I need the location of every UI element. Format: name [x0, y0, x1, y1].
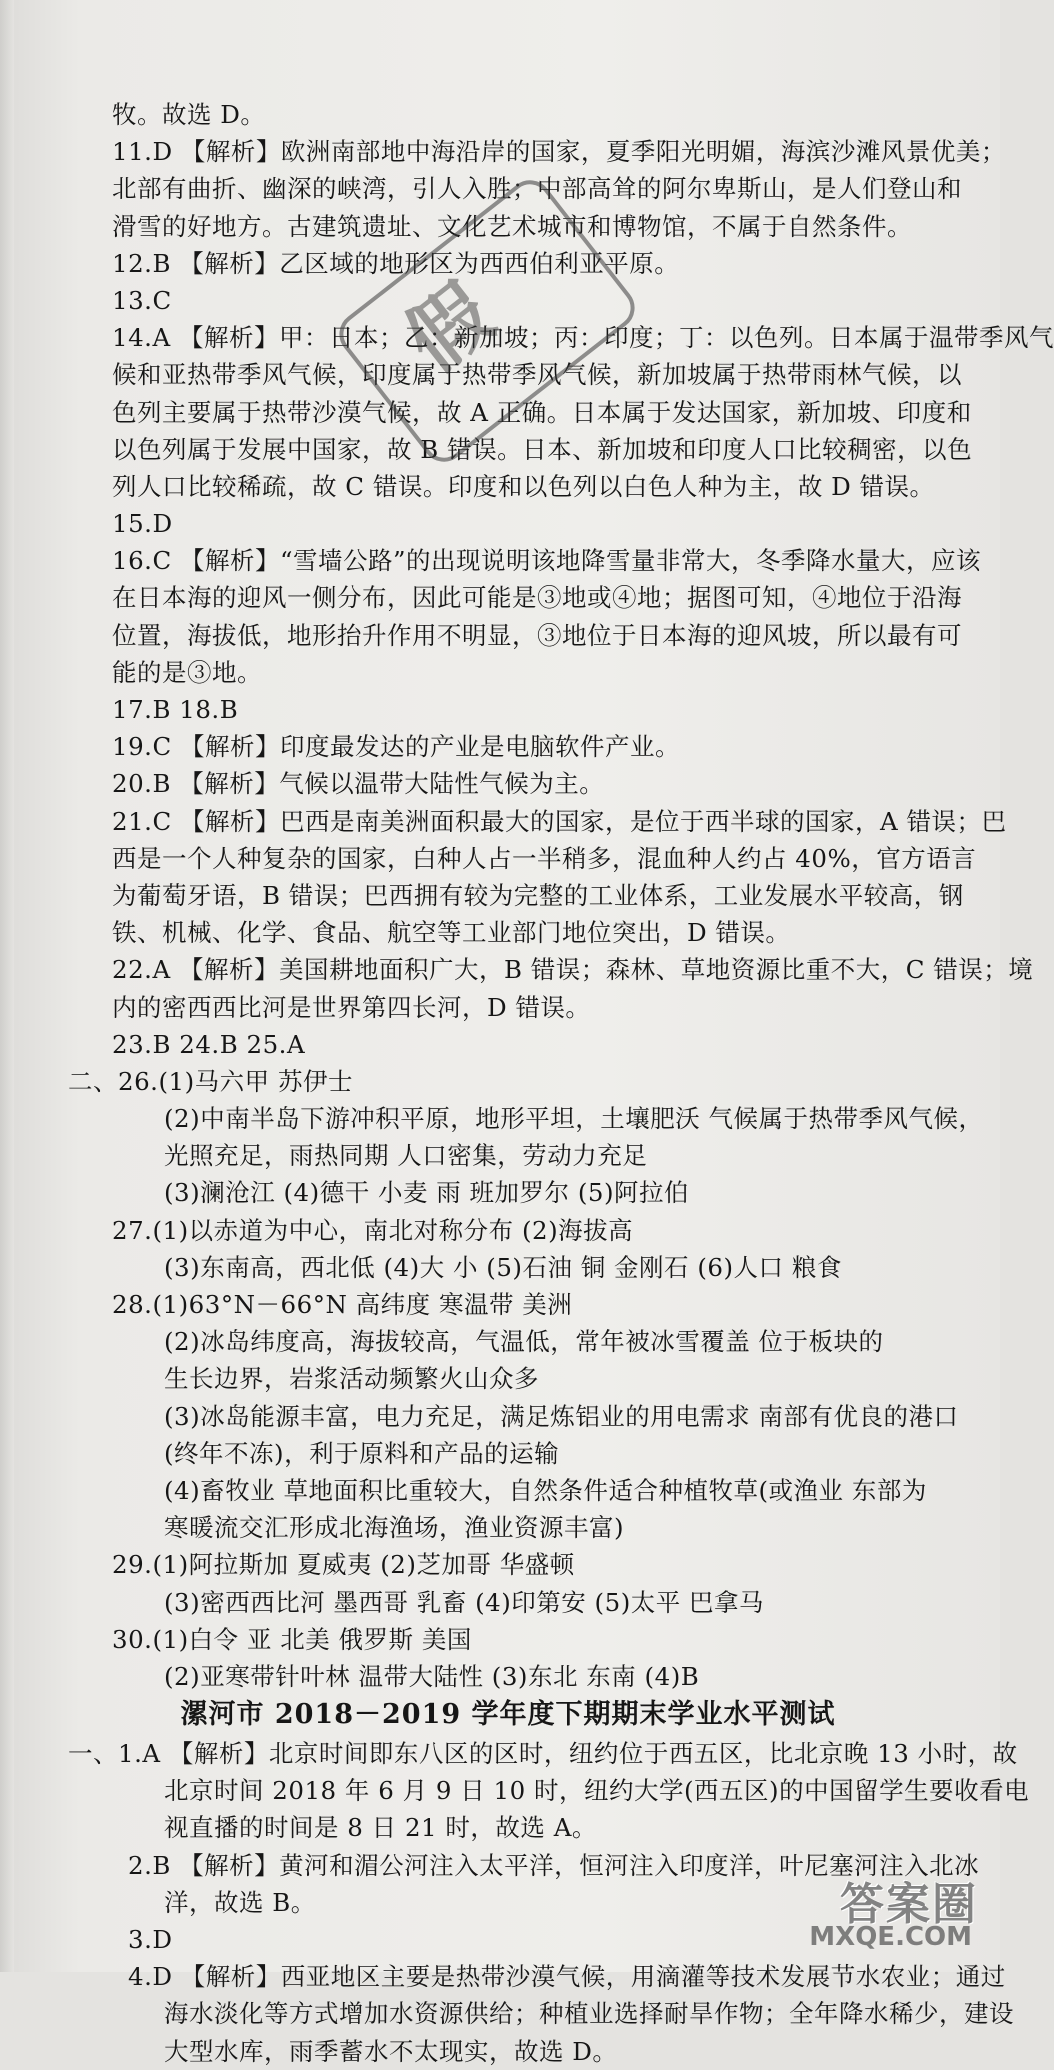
answer-line: 27.(1)以赤道为中心，南北对称分布 (2)海拔高 [112, 1215, 634, 1245]
answer-line: (3)东南高，西北低 (4)大 小 (5)石油 铜 金刚石 (6)人口 粮食 [164, 1252, 842, 1282]
answer-line: 23.B 24.B 25.A [112, 1029, 306, 1059]
answer-line: 15.D [112, 509, 173, 539]
answer-line: 候和亚热带季风气候，印度属于热带季风气候，新加坡属于热带雨林气候，以 [112, 360, 962, 390]
answer-line: (3)澜沧江 (4)德干 小麦 雨 班加罗尔 (5)阿拉伯 [164, 1178, 690, 1208]
answer-line: 14.A 【解析】甲：日本；乙：新加坡；丙：印度；丁：以色列。日本属于温带季风气 [112, 323, 1054, 353]
answer-line: 大型水库，雨季蓄水不太现实，故选 D。 [164, 2036, 618, 2066]
answer-line: 一、1.A 【解析】北京时间即东八区的区时，纽约位于西五区，比北京晚 13 小时，故 [68, 1739, 1018, 1769]
answer-line: 北京时间 2018 年 6 月 9 日 10 时，纽约大学(西五区)的中国留学生要收看电 [164, 1776, 1030, 1806]
answer-line: 22.A 【解析】美国耕地面积广大，B 错误；森林、草地资源比重不大，C 错误；境 [112, 955, 1034, 985]
answer-line: 铁、机械、化学、食品、航空等工业部门地位突出，D 错误。 [112, 918, 791, 948]
answer-line: (3)冰岛能源丰富，电力充足，满足炼铝业的用电需求 南部有优良的港口 [164, 1401, 959, 1431]
answer-line: (终年不冻)，利于原料和产品的运输 [164, 1438, 560, 1468]
answer-line: 11.D 【解析】欧洲南部地中海沿岸的国家，夏季阳光明媚，海滨沙滩风景优美； [112, 137, 1006, 167]
answer-line: 寒暖流交汇形成北海渔场，渔业资源丰富) [164, 1513, 625, 1543]
answer-line: 海水淡化等方式增加水资源供给；种植业选择耐旱作物；全年降水稀少，建设 [164, 1999, 1014, 2029]
answer-line: 能的是③地。 [112, 657, 262, 687]
answer-line: 28.(1)63°N－66°N 高纬度 寒温带 美洲 [112, 1290, 573, 1319]
answer-line: 西是一个人种复杂的国家，白种人占一半稍多，混血种人约占 40%，官方语言 [112, 843, 977, 873]
section-title: 漯河市 2018－2019 学年度下期期末学业水平测试 [180, 1699, 836, 1731]
page-spine-shadow [0, 0, 14, 1972]
answer-line: 生长边界，岩浆活动频繁火山众多 [164, 1364, 539, 1394]
answer-line: 29.(1)阿拉斯加 夏威夷 (2)芝加哥 华盛顿 [112, 1550, 575, 1580]
watermark [748, 1868, 978, 1958]
answer-line: 17.B 18.B [112, 695, 239, 724]
answer-line: 30.(1)白令 亚 北美 俄罗斯 美国 [112, 1624, 472, 1654]
answer-line: (2)亚寒带针叶林 温带大陆性 (3)东北 东南 (4)B [164, 1661, 700, 1691]
answer-line: 4.D 【解析】西亚地区主要是热带沙漠气候，用滴灌等技术发展节水农业；通过 [128, 1962, 1006, 1992]
answer-line: 19.C 【解析】印度最发达的产业是电脑软件产业。 [112, 732, 680, 762]
answer-line: 色列主要属于热带沙漠气候，故 A 正确。日本属于发达国家，新加坡、印度和 [112, 397, 972, 427]
answer-line: 12.B 【解析】乙区域的地形区为西西伯利亚平原。 [112, 248, 680, 278]
watermark-url: MXQE.COM [809, 1922, 972, 1952]
answer-line: 内的密西西比河是世界第四长河，D 错误。 [112, 992, 591, 1022]
answer-line: 为葡萄牙语，B 错误；巴西拥有较为完整的工业体系，工业发展水平较高，钢 [112, 880, 964, 910]
answer-line: (2)冰岛纬度高，海拔较高，气温低，常年被冰雪覆盖 位于板块的 [164, 1327, 884, 1357]
answer-line: 13.C [112, 285, 172, 315]
answer-line: 位置，海拔低，地形抬升作用不明显，③地位于日本海的迎风坡，所以最有可 [112, 620, 962, 650]
answer-line: 洋，故选 B。 [164, 1887, 316, 1917]
answer-line: 以色列属于发展中国家，故 B 错误。日本、新加坡和印度人口比较稠密，以色 [112, 434, 973, 464]
answer-line: (3)密西西比河 墨西哥 乳畜 (4)印第安 (5)太平 巴拿马 [164, 1587, 765, 1617]
answer-line: 二、26.(1)马六甲 苏伊士 [68, 1066, 353, 1096]
stamp-seal-text: 假 [389, 266, 510, 390]
answer-line: 滑雪的好地方。古建筑遗址、文化艺术城市和博物馆，不属于自然条件。 [112, 211, 912, 241]
answer-line: 北部有曲折、幽深的峡湾，引人入胜；中部高耸的阿尔卑斯山，是人们登山和 [112, 174, 962, 204]
answer-line: (2)中南半岛下游冲积平原，地形平坦，土壤肥沃 气候属于热带季风气候， [164, 1104, 984, 1134]
answer-line: 16.C 【解析】“雪墙公路”的出现说明该地降雪量非常大，冬季降水量大，应该 [112, 546, 982, 576]
answer-line: 牧。故选 D。 [112, 100, 266, 129]
answer-line: 21.C 【解析】巴西是南美洲面积最大的国家，是位于西半球的国家，A 错误；巴 [112, 806, 1007, 836]
answer-line: 3.D [128, 1925, 173, 1954]
answer-line: 视直播的时间是 8 日 21 时，故选 A。 [164, 1813, 597, 1843]
answer-line: 光照充足，雨热同期 人口密集，劳动力充足 [164, 1141, 648, 1171]
answer-line: 20.B 【解析】气候以温带大陆性气候为主。 [112, 769, 605, 799]
answer-line: (4)畜牧业 草地面积比重较大，自然条件适合种植牧草(或渔业 东部为 [164, 1475, 927, 1505]
answer-line: 在日本海的迎风一侧分布，因此可能是③地或④地；据图可知，④地位于沿海 [112, 583, 962, 613]
answer-line: 2.B 【解析】黄河和湄公河注入太平洋，恒河注入印度洋，叶尼塞河注入北冰 [128, 1850, 980, 1880]
answer-line: 列人口比较稀疏，故 C 错误。印度和以色列以白色人种为主，故 D 错误。 [112, 471, 935, 501]
watermark-logo: 答案圈 [840, 1879, 978, 1930]
